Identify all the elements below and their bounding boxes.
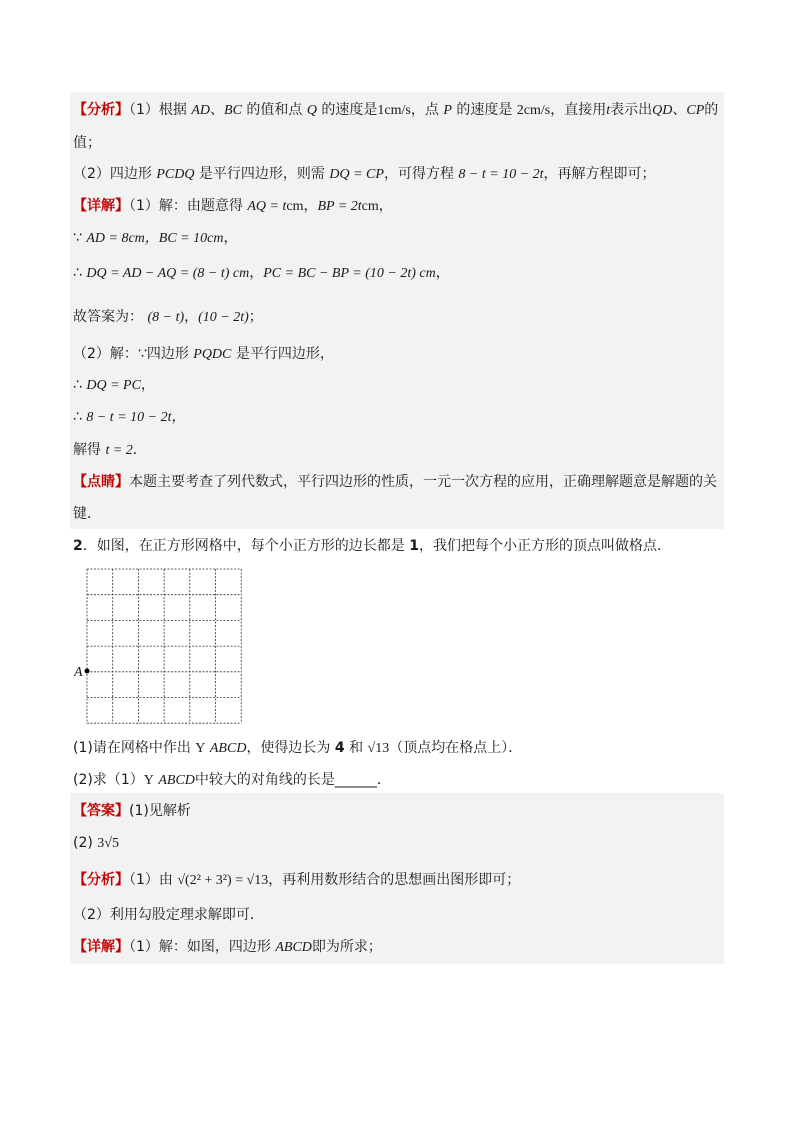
- analysis-tag-2: 【分析】: [73, 872, 129, 888]
- detail-line-2: ∵ AD = 8cm，BC = 10cm，: [73, 230, 238, 246]
- analysis-line-3: （2）四边形 PCDQ 是平行四边形，则需 DQ = CP，可得方程 8 − t = 10 − 2t，再解方程即可；: [73, 166, 656, 182]
- detail-line-5: ∴ DQ = PC，: [73, 377, 155, 393]
- square-grid-figure: [80, 563, 240, 723]
- detail-line-4: （2）解：∵四边形 PQDC 是平行四边形，: [73, 346, 334, 362]
- comment-line-2: 键．: [73, 506, 101, 522]
- analysis-2-line-2: （2）利用勾股定理求解即可．: [73, 907, 264, 923]
- answer-line-2: (2) 3√5: [73, 835, 119, 851]
- answer-tag: 【答案】: [73, 803, 129, 819]
- question-2-stem: 2．如图，在正方形网格中，每个小正方形的边长都是 1，我们把每个小正方形的顶点叫做格点．: [73, 538, 671, 554]
- grid-lines: [87, 569, 241, 723]
- grid-point-a: [85, 669, 90, 674]
- question-2-part-1: (1)请在网格中作出 Y ABCD，使得边长为 4 和 √13（顶点均在格点上）．: [73, 740, 523, 756]
- analysis-tag: 【分析】: [73, 102, 129, 118]
- analysis-line-1: 【分析】（1）根据 AD、BC 的值和点 Q 的速度是1cm/s，点 P 的速度是 2cm/s，直接用t表示出QD、CP的: [73, 102, 719, 118]
- detail-line-7: 解得 t = 2．: [73, 442, 147, 458]
- comment-line-1: 【点睛】本题主要考查了列代数式，平行四边形的性质，一元一次方程的应用，正确理解题意是解题的关: [73, 474, 717, 490]
- comment-tag: 【点睛】: [73, 474, 129, 490]
- analysis-2-line-1: 【分析】（1）由 √(2² + 3²) = √13，再利用数形结合的思想画出图形即可；: [73, 872, 521, 888]
- point-a-label: A: [74, 665, 83, 680]
- answer-line-1: 【答案】(1)见解析: [73, 803, 191, 819]
- detail-line-6: ∴ 8 − t = 10 − 2t，: [73, 409, 186, 425]
- detail-tag-2: 【详解】: [73, 939, 129, 955]
- detail-2-line-1: 【详解】（1）解：如图，四边形 ABCD即为所求；: [73, 939, 382, 955]
- detail-line-1: 【详解】（1）解：由题意得 AQ = tcm，BP = 2tcm，: [73, 198, 393, 214]
- answer-line: 故答案为： (8 − t)，(10 − 2t)；: [73, 309, 263, 325]
- question-2-part-2: (2)求（1）Y ABCD中较大的对角线的长是______．: [73, 772, 391, 788]
- detail-line-3: ∴ DQ = AD − AQ = (8 − t) cm，PC = BC − BP = (10 − 2t) cm，: [73, 265, 450, 281]
- detail-tag: 【详解】: [73, 198, 129, 214]
- analysis-line-2: 值；: [73, 135, 101, 151]
- answer-blank: ______: [334, 772, 377, 788]
